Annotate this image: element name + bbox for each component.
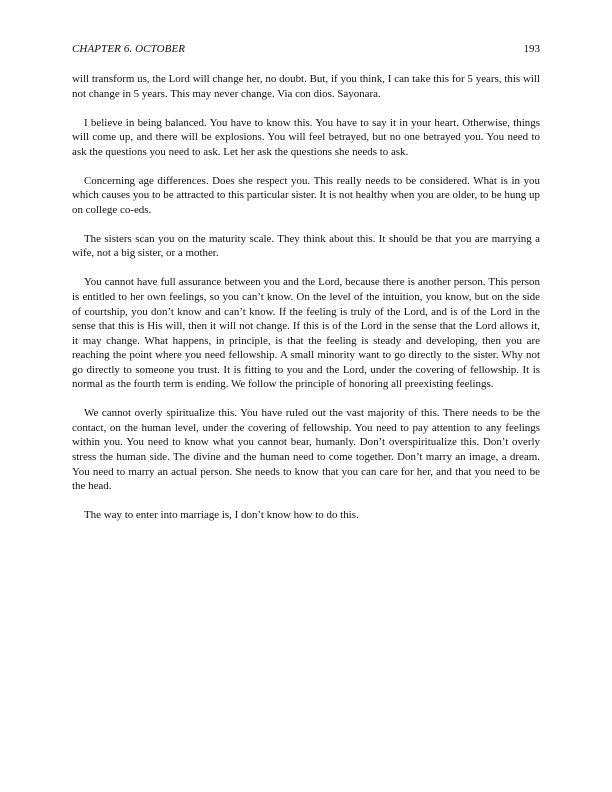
document-page <box>72 42 540 537</box>
paragraph: will transform us, the Lord will change her, no doubt. But, if you think, I can take this for 5 years, this will not change in 5 years. This may never change. Via con dios. Sayonara. <box>72 73 540 100</box>
paragraph: You cannot have full assurance between you and the Lord, because there is another person. This person is entitled to her own feelings, so you can’t know. On the level of the intuition, you know, but on the side of courtship, you don’t know and can’t know. If the feeling is truly of the Lord, and is of the Lord in the sense that this is His will, then it will not change. If this is of the Lord in the sense that the Lord allows it, it may change. What happens, in principle, is that the feeling is steady and developing, then you are reaching the point where you need fellowship. A small minority want to go directly to the sister. Why not go directly to someone you trust. It is fitting to you and the Lord, under the covering of fellowship. It is normal as the fourth term is ending. We follow the principle of honoring all preexisting feelings. <box>72 276 540 391</box>
paragraph: Concerning age differences. Does she respect you. This really needs to be considered. What is in you which causes you to be attracted to this particular sister. It is not healthy when you are older, to be hung up on college co-eds. <box>72 174 540 216</box>
paragraph: I believe in being balanced. You have to know this. You have to say it in your heart. Otherwise, things will come up, and there will be explosions. You will feel betrayed, but no one betrayed you. You need to ask the questions you need to ask. Let her ask the questions she needs to ask. <box>72 116 540 158</box>
running-header <box>72 42 540 56</box>
body-text <box>72 72 540 523</box>
paragraph: The way to enter into marriage is, I don’t know how to do this. <box>84 509 359 522</box>
paragraph: The sisters scan you on the maturity scale. They think about this. It should be that you are marrying a wife, not a big sister, or a mother. <box>72 232 540 260</box>
page-number: 193 <box>523 43 540 55</box>
paragraph: We cannot overly spiritualize this. You have ruled out the vast majority of this. There needs to be the contact, on the human level, under the covering of fellowship. You need to pay attention to any feelings within you. You need to know what you cannot bear, humanly. Don’t overspiritualize this. Don’t overly stress the human side. The divine and the human need to come together. Don’t marry an image, a dream. You need to marry an actual person. She needs to know that you can care for her, and that you need to be the head. <box>72 407 540 493</box>
chapter-title: CHAPTER 6. OCTOBER <box>72 43 186 55</box>
